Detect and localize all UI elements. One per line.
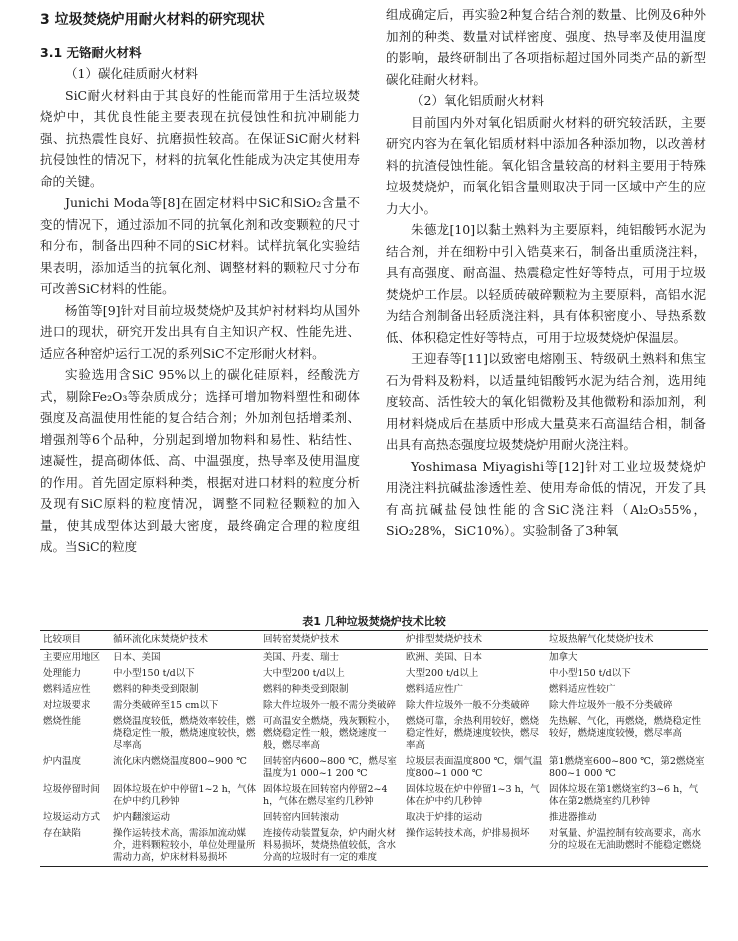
table-cell: 燃料适应性较广	[549, 684, 616, 695]
table-cell: 中小型150 t/d以下	[549, 668, 631, 679]
table-cell: 除大件垃圾外一般不分类破碎	[406, 700, 530, 711]
table-cell: 回转窑内600~800 ℃，燃尽室温度为1 000~1 200 ℃	[263, 756, 397, 779]
paragraph: 朱德龙[10]以黏土熟料为主要原料，纯铝酸钙水泥为结合剂，并在细粉中引入锆莫来石，制备出重质浇注料，具有高强度、耐高温、热震稳定性好等特点，可用于垃圾焚烧炉工作层。以轻质砖破碎颗粒为主要原料，高铝水泥为结合剂制备出轻质浇注料，具有体积密度小、导热系数低、体积稳定性好等特点，可用于垃圾焚烧炉保温层。	[386, 222, 706, 345]
table-cell: 日本、美国	[113, 652, 161, 663]
column-header: 循环流化床焚烧炉技术	[110, 631, 260, 650]
table-cell: 流化床内燃烧温度800~900 ℃	[113, 756, 247, 767]
table-cell: 欧洲、美国、日本	[406, 652, 483, 663]
table-cell: 燃料适应性广	[406, 684, 464, 695]
table-cell: 除大件垃圾外一般不需分类破碎	[263, 700, 397, 711]
table-cell: 固体垃圾在第1燃烧室约3~6 h，气体在第2燃烧室约几秒钟	[549, 784, 699, 807]
table-cell: 除大件垃圾外一般不分类破碎	[549, 700, 673, 711]
table-cell: 燃料的种类受到限制	[113, 684, 199, 695]
table-cell: 燃烧可靠，余热利用较好，燃烧稳定性好，燃烧速度较快，燃尽率高	[406, 716, 540, 751]
table-cell: 对氧量、炉温控制有较高要求，高水分的垃圾在无油助燃时不能稳定燃烧	[546, 826, 708, 867]
table-row	[40, 754, 708, 782]
table-row	[40, 714, 708, 754]
table-cell: 取决于炉排的运动	[406, 812, 483, 823]
table-cell: 炉内翻滚运动	[113, 812, 171, 823]
row-label: 对垃圾要求	[43, 700, 91, 711]
row-label: 主要应用地区	[43, 652, 101, 663]
column-header: 回转窑焚烧炉技术	[260, 631, 403, 650]
table-cell: 连接传动装置复杂，炉内耐火材料易损坏，焚烧热值较低，含水分高的垃圾时有一定的难度	[260, 826, 403, 867]
table-cell: 第1燃烧室600~800 ℃，第2燃烧室800~1 000 ℃	[549, 756, 705, 779]
row-label: 存在缺陷	[40, 826, 110, 867]
table-row	[40, 826, 708, 867]
table-cell: 推进器推动	[549, 812, 597, 823]
column-header: 比较项目	[40, 631, 110, 650]
row-label: 垃圾运动方式	[43, 812, 101, 823]
table-cell: 垃圾层表面温度800 ℃，烟气温度800~1 000 ℃	[406, 756, 543, 779]
column-header: 炉排型焚烧炉技术	[403, 631, 546, 650]
paragraph: 王迎春等[11]以致密电熔刚玉、特级矾土熟料和焦宝石为骨料及粉料，以适量纯铝酸钙水泥为结合剂，选用纯度较高、活性较大的氧化铝微粉及其他微粉和添加剂，利用材料烧成后在基质中形成大量莫来石高温结合相，制备出具有高热态强度垃圾焚烧炉用耐火浇注料。	[386, 351, 706, 452]
table-cell: 大型200 t/d以上	[406, 668, 479, 679]
subsubsection-heading-alumina: （2）氧化铝质耐火材料	[411, 93, 544, 108]
paragraph: 组成确定后，再实验2种复合结合剂的数量、比例及6种外加剂的种类、数量对试样密度、强度、热导率及使用温度的影响，最终研制出了各项指标超过国外同类产品的新型碳化硅耐火材料。	[386, 7, 706, 87]
paragraph: 实验选用含SiC 95%以上的碳化硅原料，经酸洗方式，剔除Fe₂O₃等杂质成分；选择可增加物料塑性和砌体强度及高温使用性能的复合结合剂；外加剂包括增柔剂、增强剂等6个品种，分别起到增加物料和易性、粘结性、速凝性，提高砌体低、高、中温强度，热导率及使用温度的作用。首先固定原料种类，根据对进口材料的粒度分析及现有SiC原料的粒度情况，调整不同粒径颗粒的加入量，使其成型体达到最大密度，最终确定合理的粒度组成。当SiC的粒度	[40, 367, 360, 554]
table-cell: 大中型200 t/d以上	[263, 668, 345, 679]
table-title: 表1 几种垃圾焚烧炉技术比较	[302, 615, 446, 628]
paragraph: Yoshimasa Miyagishi等[12]针对工业垃圾焚烧炉用浇注料抗碱盐渗透性差、使用寿命低的情况，开发了具有高抗碱盐侵蚀性能的含SiC浇注料（Al₂O₃55%，SiO₂28%，SiC10%）。实验制备了3种氧	[386, 458, 706, 538]
table-cell: 需分类破碎至15 cm以下	[113, 700, 219, 711]
section-heading: 3 垃圾焚烧炉用耐火材料的研究现状	[40, 12, 265, 28]
table-row	[40, 810, 708, 826]
table-cell: 可高温安全燃烧，残灰颗粒小，燃烧稳定性一般，燃烧速度一般，燃尽率高	[263, 716, 397, 751]
row-label: 垃圾停留时间	[43, 784, 101, 795]
table-cell: 燃料的种类受到限制	[263, 684, 349, 695]
table-cell: 固体垃圾在炉中停留1~3 h，气体在炉中约几秒钟	[406, 784, 540, 807]
table	[40, 630, 708, 867]
table-cell: 中小型150 t/d以下	[113, 668, 195, 679]
paragraph: 目前国内外对氧化铝质耐火材料的研究较活跃，主要研究内容为在氧化铝质材料中添加各种添加物，以改善材料的抗渣侵蚀性能。氧化铝含量较高的材料主要用于特殊垃圾焚烧炉，而氧化铝含量则取决于同一区域中产生的应力大小。	[386, 114, 706, 216]
table-row	[40, 698, 708, 714]
table-cell: 回转窑内回转滚动	[263, 812, 340, 823]
table-cell: 美国、丹麦、瑞士	[263, 652, 340, 663]
table-cell: 操作运转技术高，炉排易损坏	[403, 826, 546, 867]
row-label: 炉内温度	[43, 756, 82, 767]
table-cell: 加拿大	[549, 652, 578, 663]
row-label: 燃烧性能	[43, 716, 82, 727]
column-header: 垃圾热解气化焚烧炉技术	[546, 631, 708, 650]
table-row	[40, 650, 708, 667]
left-column	[40, 4, 360, 558]
table-cell: 固体垃圾在回转窑内停留2~4 h，气体在燃尽室约几秒钟	[263, 784, 388, 807]
table-cell: 先热解、气化，再燃烧，燃烧稳定性较好，燃烧速度较慢，燃尽率高	[549, 716, 702, 739]
subsubsection-heading-sic: （1）碳化硅质耐火材料	[65, 66, 198, 81]
table-row	[40, 682, 708, 698]
table-row	[40, 782, 708, 810]
comparison-table	[40, 614, 708, 867]
table-header-row	[40, 631, 708, 650]
table-cell: 燃烧温度较低，燃烧效率较佳，燃烧稳定性一般，燃烧速度较快，燃尽率高	[113, 716, 256, 751]
table-row	[40, 666, 708, 682]
paragraph: Junichi Moda等[8]在固定材料中SiC和SiO₂含量不变的情况下，通过添加不同的抗氧化剂和改变颗粒的尺寸和分布，制备出四种不同的SiC材料。试样抗氧化实验结果表明，添加适当的抗氧化剂、调整材料的颗粒尺寸分布可改善SiC材料的性能。	[40, 195, 360, 296]
paragraph: SiC耐火材料由于其良好的性能而常用于生活垃圾焚烧炉中，其优良性能主要表现在抗侵蚀性和抗冲刷能力强、抗热震性良好、抗磨损性较高。在保证SiC耐火材料抗侵蚀性的情况下，材料的抗氧化性能成为决定其使用寿命的关键。	[40, 87, 360, 189]
subsection-heading: 3.1 无铬耐火材料	[40, 44, 142, 60]
table-cell: 固体垃圾在炉中停留1~2 h，气体在炉中约几秒钟	[113, 784, 257, 807]
row-label: 燃料适应性	[43, 684, 91, 695]
table-cell: 操作运转技术高，需添加流动媒介，进料颗粒较小，单位处理量所需动力高，炉床材料易损坏	[110, 826, 260, 867]
paragraph: 杨笛等[9]针对目前垃圾焚烧炉及其炉衬材料均从国外进口的现状，研究开发出具有自主知识产权、性能先进、适应各种窑炉运行工况的系列SiC不定形耐火材料。	[40, 302, 360, 361]
row-label: 处理能力	[43, 668, 82, 679]
right-column	[386, 4, 706, 542]
